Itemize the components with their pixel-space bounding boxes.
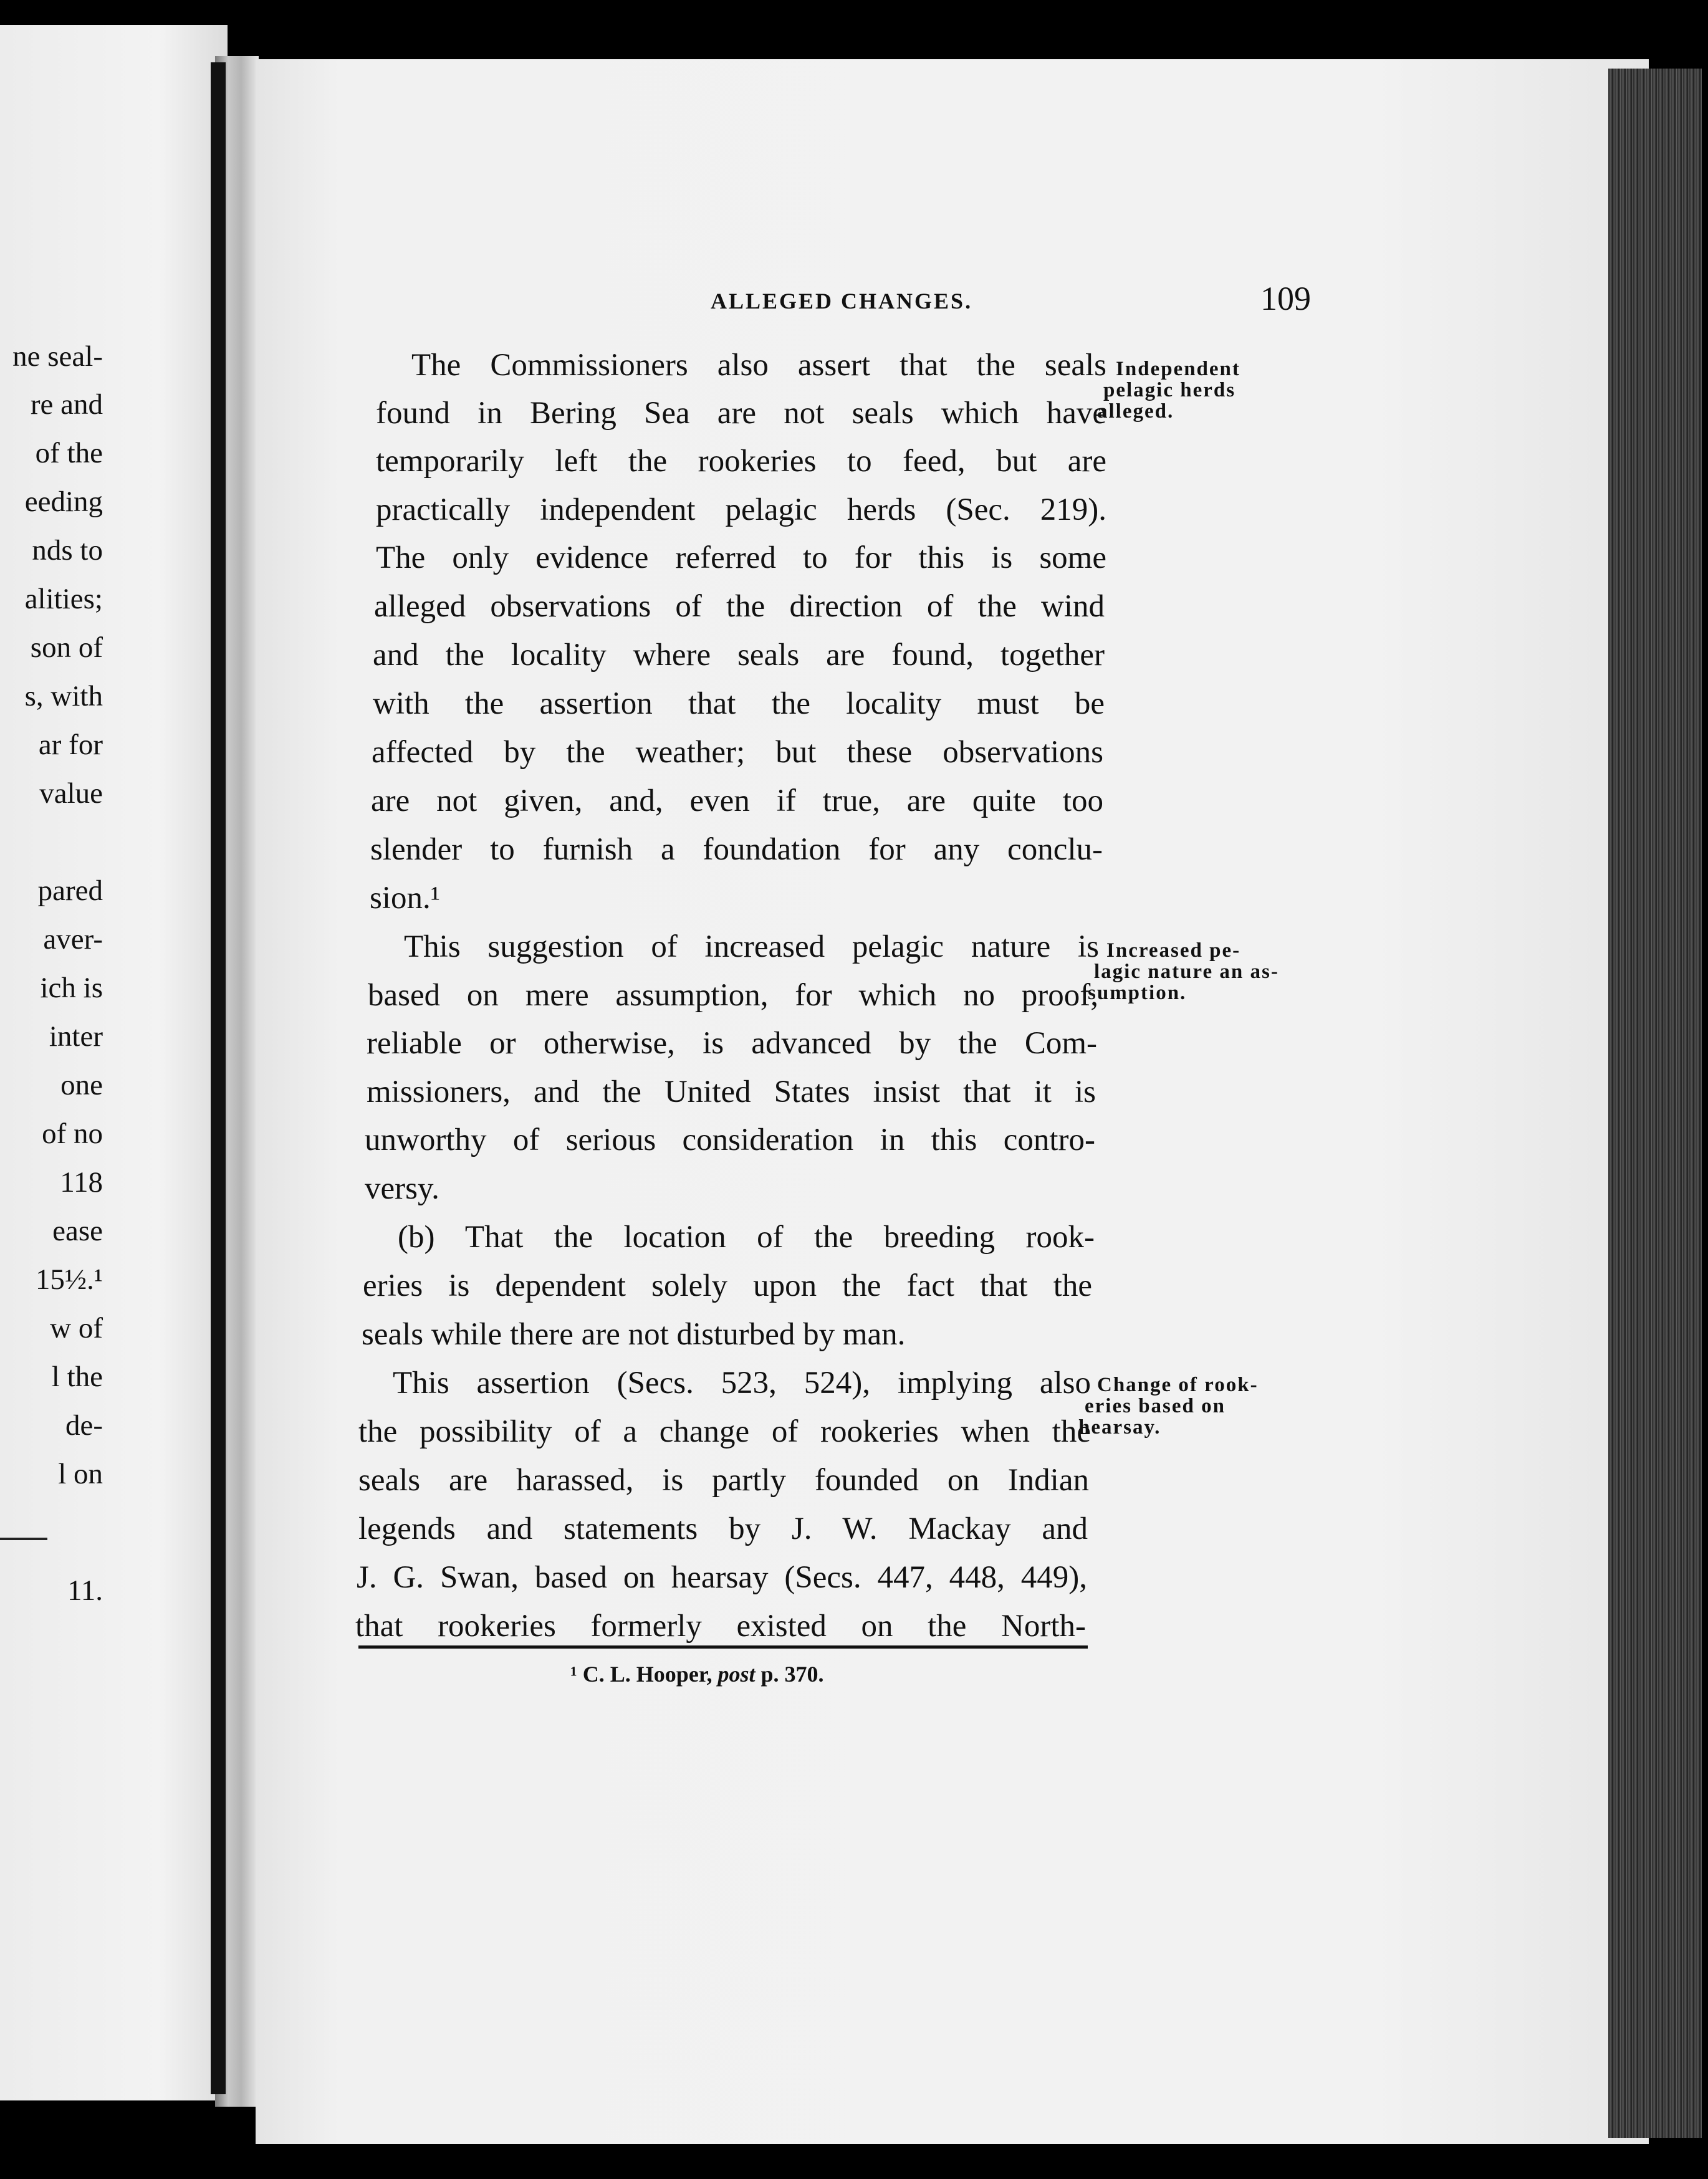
gutter-shadow [211, 62, 226, 2094]
left-page-line: pared [37, 874, 103, 907]
text-line: sion.¹ [370, 881, 441, 916]
text-line: versy. [365, 1171, 439, 1206]
text-line: based on mere assumption, for which no proof, [368, 978, 1098, 1013]
text-line: the possibility of a change of rookeries when the [358, 1414, 1091, 1449]
side-note-line: pelagic herds [1103, 379, 1236, 401]
footnote-italic: post [717, 1662, 756, 1687]
left-page [0, 25, 228, 2100]
left-page-line: one [60, 1069, 103, 1101]
side-note [1088, 939, 1279, 1004]
text-line: and the locality where seals are found, together [373, 638, 1105, 673]
left-footnote-rule [0, 1538, 47, 1540]
side-note [1078, 1374, 1259, 1439]
text-line: found in Bering Sea are not seals which have [376, 396, 1106, 431]
side-note-line: Change of rook- [1097, 1374, 1259, 1396]
page-edges [1608, 69, 1702, 2138]
text-line: slender to furnish a foundation for any conclu- [370, 832, 1103, 867]
text-line: temporarily left the rookeries to feed, but are [376, 444, 1106, 479]
footnote-text-after: p. 370. [760, 1662, 824, 1687]
text-line: eries is dependent solely upon the fact that the [363, 1268, 1092, 1303]
footnote-marker: ¹ [570, 1662, 577, 1687]
text-line: The only evidence referred to for this is some [376, 540, 1106, 575]
left-page-line: de- [65, 1409, 103, 1442]
left-page-line: inter [49, 1020, 103, 1053]
running-head: ALLEGED CHANGES. [711, 289, 973, 314]
left-page-line: ar for [38, 729, 103, 761]
text-line: missioners, and the United States insist that it is [367, 1075, 1096, 1109]
left-page-line: of the [35, 437, 103, 469]
left-page-line: re and [30, 388, 103, 421]
left-page-line: 118 [60, 1166, 103, 1199]
text-line: affected by the weather; but these observations [372, 735, 1103, 770]
side-note [1097, 358, 1240, 423]
side-note-line: Independent [1116, 358, 1240, 380]
side-note-line: eries based on [1085, 1395, 1226, 1417]
left-page-line: ich is [40, 972, 103, 1004]
side-note-line: sumption. [1088, 982, 1187, 1004]
text-line: seals while there are not disturbed by man. [362, 1317, 906, 1352]
left-page-line: 15½.¹ [35, 1263, 103, 1296]
left-page-line: ease [52, 1215, 103, 1247]
left-page-line: eeding [24, 486, 103, 518]
footnote-text-before: C. L. Hooper, [582, 1662, 712, 1687]
left-page-line: 11. [67, 1574, 103, 1607]
left-page-line: w of [50, 1312, 103, 1344]
text-line: This assertion (Secs. 523, 524), implying also [393, 1366, 1091, 1401]
left-page-line: nds to [32, 534, 103, 567]
text-line: The Commissioners also assert that the seals [411, 348, 1106, 383]
left-page-line: s, with [24, 680, 103, 712]
text-line: unworthy of serious consideration in this contro- [365, 1123, 1095, 1157]
text-line: This suggestion of increased pelagic nature is [404, 929, 1099, 964]
left-page-line: l the [51, 1361, 103, 1393]
text-line: legends and statements by J. W. Mackay and [358, 1511, 1088, 1546]
side-note-line: alleged. [1097, 400, 1174, 423]
text-line: seals are harassed, is partly founded on Indian [358, 1463, 1089, 1498]
left-page-line: l on [58, 1458, 103, 1490]
side-note-line: lagic nature an as- [1094, 960, 1279, 983]
text-line: are not given, and, even if true, are quite too [371, 783, 1103, 818]
footnote-rule [358, 1645, 1088, 1649]
left-page-line: value [39, 777, 103, 810]
page-number: 109 [1260, 280, 1311, 317]
text-line: practically independent pelagic herds (Sec. 219). [376, 492, 1106, 527]
left-page-line: son of [30, 631, 103, 664]
left-page-line: alities; [24, 583, 103, 615]
left-page-line: aver- [43, 923, 103, 955]
side-note-line: hearsay. [1078, 1416, 1161, 1439]
footnote [570, 1661, 824, 1687]
text-line: (b) That the location of the breeding rook- [398, 1220, 1095, 1255]
left-page-line: of no [42, 1118, 103, 1150]
side-note-line: Increased pe- [1106, 939, 1241, 962]
text-line: J. G. Swan, based on hearsay (Secs. 447, 448, 449), [357, 1560, 1087, 1595]
text-line: that rookeries formerly existed on the North- [355, 1609, 1086, 1644]
text-line: with the assertion that the locality must be [373, 686, 1105, 721]
text-line: alleged observations of the direction of the wind [374, 589, 1105, 624]
text-line: reliable or otherwise, is advanced by the Com- [367, 1026, 1097, 1061]
left-page-line: ne seal- [12, 340, 103, 373]
